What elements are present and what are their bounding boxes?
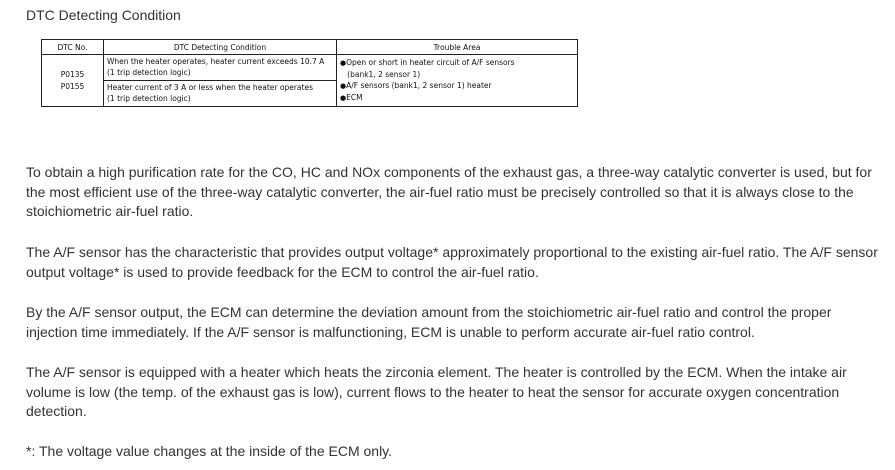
trouble-area-text: ECM — [346, 93, 363, 102]
paragraph-catalytic-converter: To obtain a high purification rate for the CO, HC and NOx components of the exhaust gas, a three-way catalytic converter is used, but for the most efficient use of the three-way catalytic converter, the air-fuel ratio must be precisely controlled so that it is always close to the stoichiometric air-fuel ratio. — [26, 164, 872, 219]
trouble-area-item — [340, 92, 574, 104]
header-trouble-area: Trouble Area — [337, 40, 578, 55]
paragraph-af-sensor-characteristic: The A/F sensor has the characteristic that provides output voltage* approximately proportional to the existing air-fuel ratio. The A/F sensor output voltage* is used to provide feedback for the ECM to control the air-fuel ratio. — [26, 244, 878, 280]
condition-item — [104, 55, 336, 80]
section-heading: DTC Detecting Condition — [26, 7, 181, 23]
trouble-area-text: (bank1, 2 sensor 1) — [347, 70, 421, 79]
bullet-icon: ● — [340, 82, 347, 90]
header-dtc-no: DTC No. — [42, 40, 104, 55]
dtc-number: P0135 — [60, 69, 85, 79]
trouble-area-cell — [337, 55, 578, 107]
condition-note: (1 trip detection logic) — [107, 93, 191, 103]
condition-note: (1 trip detection logic) — [107, 67, 191, 77]
trouble-area-item — [340, 57, 574, 69]
paragraph-footnote: *: The voltage value changes at the inside of the ECM only. — [26, 443, 393, 459]
trouble-area-continuation — [340, 69, 574, 80]
bullet-icon: ● — [340, 94, 347, 102]
trouble-area-item — [340, 80, 574, 92]
condition-item — [104, 80, 336, 106]
dtc-table — [41, 39, 578, 107]
condition-text: Heater current of 3 A or less when the heater operates — [107, 83, 313, 92]
dtc-number: P0155 — [60, 81, 85, 91]
detecting-condition-cell — [104, 55, 337, 107]
trouble-area-text: A/F sensors (bank1, 2 sensor 1) heater — [346, 81, 492, 90]
trouble-area-text: Open or short in heater circuit of A/F sensors — [346, 58, 515, 67]
header-detecting-condition: DTC Detecting Condition — [104, 40, 337, 55]
condition-text: When the heater operates, heater current exceeds 10.7 A — [107, 57, 325, 66]
dtc-number-cell — [42, 55, 104, 107]
table-row — [42, 55, 578, 107]
bullet-icon: ● — [340, 59, 347, 67]
table-header-row — [42, 40, 578, 55]
paragraph-ecm-deviation: By the A/F sensor output, the ECM can determine the deviation amount from the stoichiometric air-fuel ratio and control the proper injection time immediately. If the A/F sensor is malfunctioning, ECM is unable to perform accurate air-fuel ratio control. — [26, 304, 832, 340]
paragraph-heater: The A/F sensor is equipped with a heater which heats the zirconia element. The heater is controlled by the ECM. When the intake air volume is low (the temp. of the exhaust gas is low), current flows to the heater to heat the sensor for accurate oxygen concentration detection. — [26, 364, 847, 419]
